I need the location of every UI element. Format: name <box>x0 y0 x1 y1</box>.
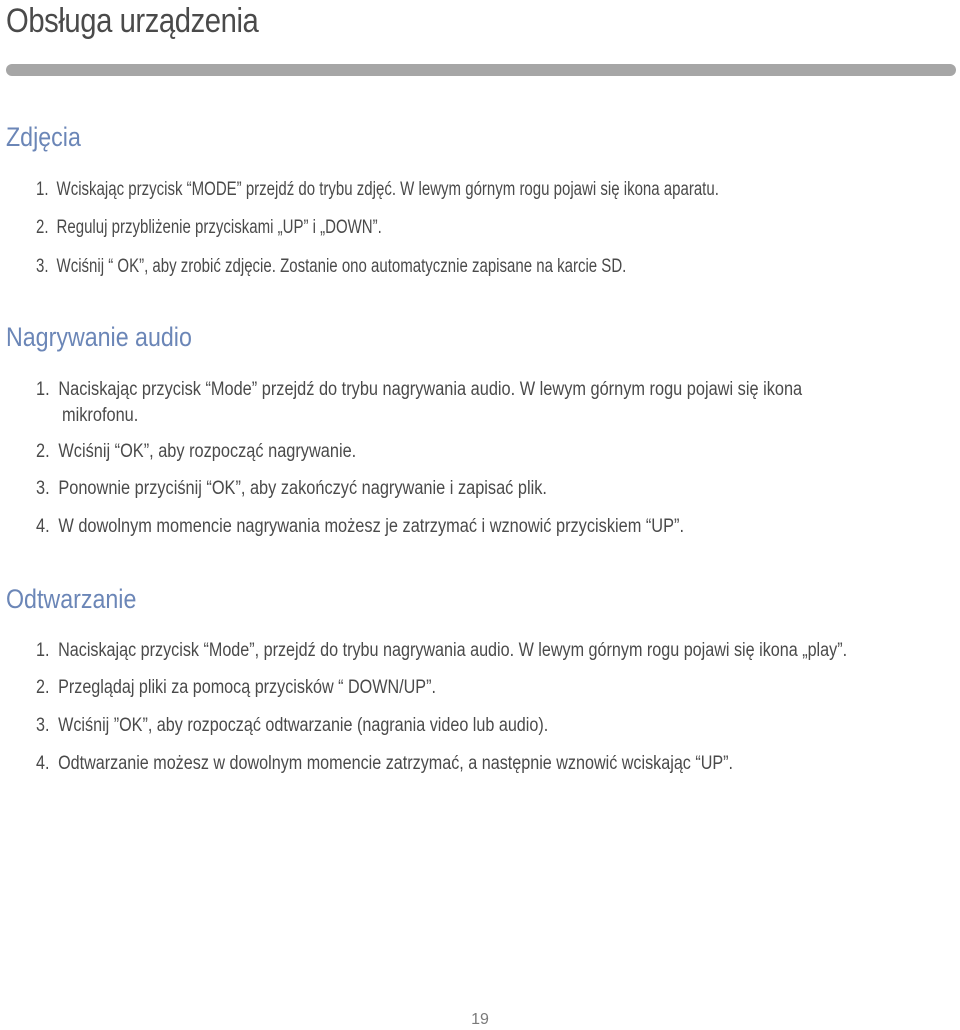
title-divider-bar <box>6 64 956 76</box>
page-number: 19 <box>471 1011 489 1028</box>
list-item-number: 3. <box>36 715 50 736</box>
list-item-text: Odtwarzanie możesz w dowolnym momencie zatrzymać, a następnie wznowić wciskając “UP”. <box>58 753 734 774</box>
list-item-number: 4. <box>36 516 50 537</box>
list-item-text: Wciśnij “ OK”, aby zrobić zdjęcie. Zostanie ono automatycznie zapisane na karcie SD. <box>56 256 627 277</box>
list-item-number: 1. <box>36 379 50 400</box>
list-item <box>36 477 547 501</box>
list-item-number: 2. <box>36 677 50 698</box>
list-item <box>36 216 382 240</box>
page-title: Obsługa urządzenia <box>6 2 259 40</box>
list-item <box>36 676 436 700</box>
list-item <box>36 255 626 279</box>
list-item <box>36 639 847 663</box>
list-item-text: Naciskając przycisk “Mode”, przejdź do trybu nagrywania audio. W lewym górnym rogu pojawi się ikona „play”. <box>58 640 848 661</box>
list-item-number: 2. <box>36 441 50 462</box>
list-item-text: Naciskając przycisk “Mode” przejdź do trybu nagrywania audio. W lewym górnym rogu pojawi się ikona <box>58 379 803 400</box>
list-item-text: W dowolnym momencie nagrywania możesz je zatrzymać i wznowić przyciskiem “UP”. <box>58 516 684 537</box>
list-item-text: Wciśnij ”OK”, aby rozpocząć odtwarzanie (nagrania video lub audio). <box>58 715 549 736</box>
list-item <box>36 178 719 202</box>
list-item-text: Reguluj przybliżenie przyciskami „UP” i „DOWN”. <box>56 217 382 238</box>
list-item <box>36 378 802 402</box>
list-item-continuation: mikrofonu. <box>62 405 139 426</box>
section-heading-zdjecia: Zdjęcia <box>6 122 81 152</box>
list-item-number: 2. <box>36 217 49 238</box>
list-item-number: 1. <box>36 640 50 661</box>
list-item <box>36 515 684 539</box>
list-item <box>36 714 548 738</box>
section-heading-nagrywanie-audio: Nagrywanie audio <box>6 322 192 352</box>
list-item-text: Wciśnij “OK”, aby rozpocząć nagrywanie. <box>58 441 357 462</box>
list-item-number: 3. <box>36 478 50 499</box>
list-item <box>36 752 733 776</box>
list-item-text: Ponownie przyciśnij “OK”, aby zakończyć nagrywanie i zapisać plik. <box>58 478 547 499</box>
list-item-text: Przeglądaj pliki za pomocą przycisków “ DOWN/UP”. <box>58 677 436 698</box>
list-item <box>36 440 356 464</box>
list-item-number: 3. <box>36 256 49 277</box>
list-item-number: 1. <box>36 179 49 200</box>
list-item-text: Wciskając przycisk “MODE” przejdź do trybu zdjęć. W lewym górnym rogu pojawi się ikona aparatu. <box>56 179 719 200</box>
list-item-number: 4. <box>36 753 50 774</box>
section-heading-odtwarzanie: Odtwarzanie <box>6 584 137 614</box>
